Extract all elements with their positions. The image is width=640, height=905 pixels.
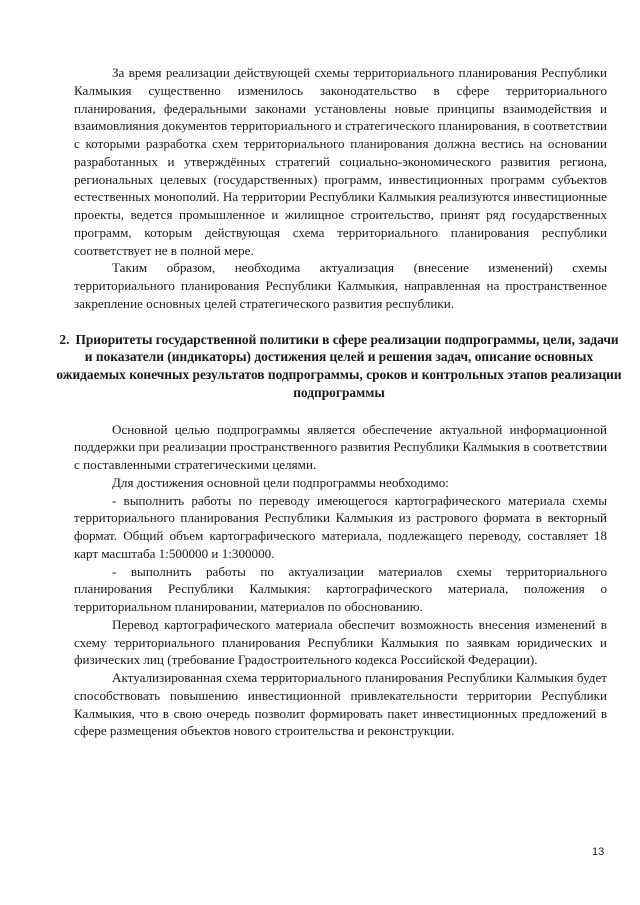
paragraph-main-goal: Основной целью подпрограммы является обеспечение актуальной информационной поддержки при реализации пространственного развития Республики Калмыкия в соответствии с поставленными стратегическими целями. bbox=[74, 421, 607, 472]
section-number: 2. bbox=[59, 331, 70, 347]
paragraph-goal-requirements: Для достижения основной цели подпрограммы необходимо: bbox=[112, 474, 449, 490]
section-title: Приоритеты государственной политики в сфере реализации подпрограммы, цели, задачи и показатели (индикаторы) достижения целей и решения задач, описание основных ожидаемых конечных результатов подпрограммы, сроков и контрольных этапов реализации подпрограммы bbox=[56, 331, 622, 400]
paragraph-actualization-need: Таким образом, необходима актуализация (внесение изменений) схемы территориального планирования Республики Калмыкия, направленная на пространственное закрепление основных целей стратегического развития республики. bbox=[74, 260, 607, 311]
list-item-vector-conversion: - выполнить работы по переводу имеющегося картографического материала схемы территориального планирования Республики Калмыкия из растрового формата в векторный формат. Общий объем картографического материала, подлежащего переводу, составляет 18 карт масштаба 1:500000 и 1:300000. bbox=[74, 492, 607, 561]
page-number: 13 bbox=[592, 846, 605, 858]
section-heading bbox=[54, 331, 624, 402]
list-item-actualization-works: - выполнить работы по актуализации материалов схемы территориального планирования Республики Калмыкия: картографического материала, положения о территориальном планировании, материалов по обоснованию. bbox=[74, 563, 607, 614]
paragraph-investment-attractiveness: Актуализированная схема территориального планирования Республики Калмыкия будет способствовать повышению инвестиционной привлекательности территории Республики Калмыкия, что в свою очередь позволит формировать пакет инвестиционных предложений в сфере размещения объектов нового строительства и реконструкции. bbox=[74, 670, 607, 739]
paragraph-legislation-changes: За время реализации действующей схемы территориального планирования Республики Калмыкия существенно изменилось законодательство в сфере территориального планирования, федеральными законами установлены новые принципы взаимодействия и взаимовлияния документов территориального и стратегического планирования, в соответствии с которыми разработка схем территориального планирования должна вестись на основании разработанных и утверждённых стратегий социально-экономического развития региона, региональных целевых (государственных) программ, инвестиционных программ субъектов естественных монополий. На территории Республики Калмыкия реализуются инвестиционные проекты, ведется промышленное и жилищное строительство, принят ряд государственных программ, которым действующая схема территориального планирования республики соответствует не в полной мере. bbox=[74, 65, 607, 258]
document-page bbox=[56, 64, 622, 740]
paragraph-conversion-benefit: Перевод картографического материала обеспечит возможность внесения изменений в схему территориального планирования Республики Калмыкия по заявкам юридических и физических лиц (требование Градостроительного кодекса Российской Федерации). bbox=[74, 616, 607, 668]
